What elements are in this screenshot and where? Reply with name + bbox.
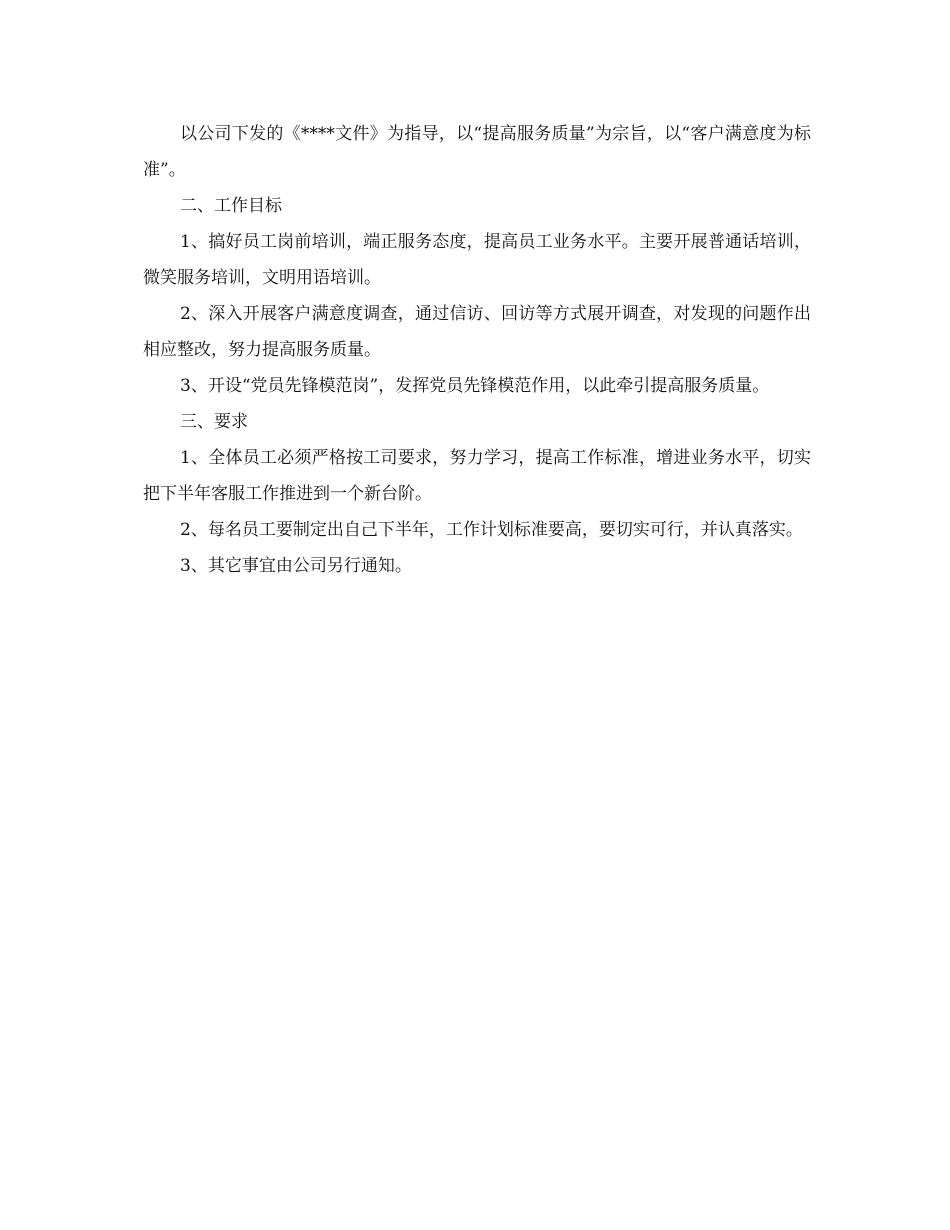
intro-paragraph: 以公司下发的《****文件》为指导，以“提高服务质量”为宗旨，以“客户满意度为标准”。 — [143, 124, 811, 180]
requirement-item-2: 2、每名员工要制定出自己下半年，工作计划标准要高，要切实可行，并认真落实。 — [180, 520, 803, 540]
requirement-item-1: 1、全体员工必须严格按工司要求，努力学习，提高工作标准，增进业务水平，切实把下半年客服工作推进到一个新台阶。 — [143, 448, 811, 504]
section-heading-requirements: 三、要求 — [180, 412, 248, 432]
requirement-item-3: 3、其它事宜由公司另行通知。 — [180, 556, 412, 576]
document-body — [143, 116, 811, 584]
section-heading-goals: 二、工作目标 — [180, 196, 282, 216]
goal-item-1: 1、搞好员工岗前培训，端正服务态度，提高员工业务水平。主要开展普通话培训，微笑服务培训，文明用语培训。 — [143, 232, 811, 288]
goal-item-2: 2、深入开展客户满意度调查，通过信访、回访等方式展开调查，对发现的问题作出相应整改，努力提高服务质量。 — [143, 304, 811, 360]
goal-item-3: 3、开设“党员先锋模范岗”，发挥党员先锋模范作用，以此牵引提高服务质量。 — [180, 376, 770, 396]
